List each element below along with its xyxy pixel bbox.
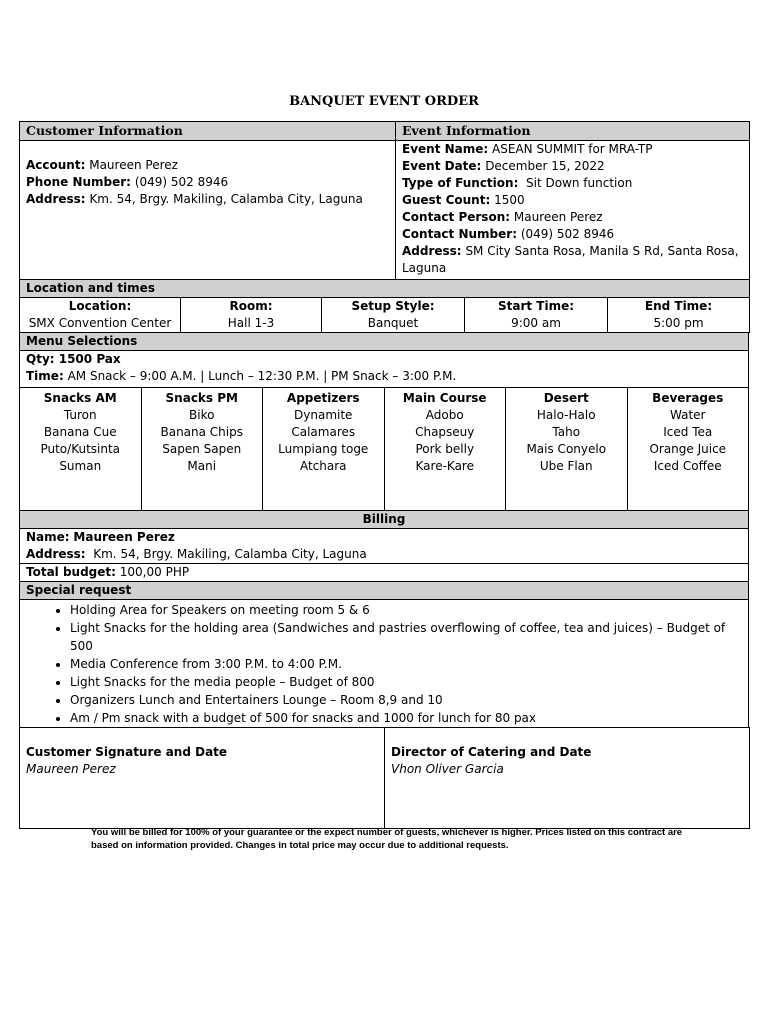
guest-count-line: Guest Count: 1500 (402, 193, 525, 207)
special-request-header: Special request (20, 582, 749, 600)
contact-number-value: (049) 502 8946 (520, 227, 615, 241)
billing-table (19, 510, 749, 582)
billing-name-value: Maureen Perez (73, 530, 175, 544)
menu-header: Menu Selections (20, 333, 749, 351)
customer-signature-cell (20, 728, 385, 829)
setup-style-cell: Setup Style: Banquet (322, 298, 465, 333)
billing-info (20, 529, 749, 564)
menu-column-main-course: Main Course Adobo Chapseuy Pork belly Kare-Kare (384, 388, 506, 511)
customer-info-panel (20, 141, 396, 280)
contact-number-line: Contact Number: (049) 502 8946 (402, 227, 615, 241)
event-info-panel (396, 141, 750, 280)
director-signature-cell (385, 728, 750, 829)
room-value: Hall 1-3 (227, 316, 275, 330)
phone-line: Phone Number: (049) 502 8946 (26, 175, 229, 189)
event-date-value: December 15, 2022 (485, 159, 605, 173)
setup-style-value: Banquet (367, 316, 419, 330)
menu-column-beverages: Beverages Water Iced Tea Orange Juice Iced Coffee (627, 388, 749, 511)
account-line: Account: Maureen Perez (26, 158, 178, 172)
list-item: • Light Snacks for the media people – Budget of 800 (70, 673, 742, 691)
menu-time: AM Snack – 9:00 A.M. | Lunch – 12:30 P.M. | PM Snack – 3:00 P.M. (67, 369, 457, 383)
billing-address-value: Km. 54, Brgy. Makiling, Calamba City, Laguna (93, 547, 367, 561)
menu-column-snacks-pm: Snacks PM Biko Banana Chips Sapen Sapen Mani (141, 388, 263, 511)
special-request-list (26, 601, 742, 727)
menu-column-appetizers: Appetizers Dynamite Calamares Lumpiang toge Atchara (263, 388, 385, 511)
billing-address-line: Address: Km. 54, Brgy. Makiling, Calamba City, Laguna (26, 547, 367, 561)
customer-signature-name: Maureen Perez (26, 762, 116, 776)
end-time-cell: End Time: 5:00 pm (608, 298, 750, 333)
budget-row: Total budget: 100,00 PHP (20, 564, 749, 582)
contact-person-value: Maureen Perez (513, 210, 603, 224)
address-line: Address: Km. 54, Brgy. Makiling, Calamba City, Laguna (26, 192, 363, 206)
billing-disclaimer: You will be billed for 100% of your guarantee or the expect number of guests, whichever is higher. Prices listed on this contract are based on information provided. Changes in total price may occur due to additional requests. (91, 827, 683, 851)
event-address-value: SM City Santa Rosa, Manila S Rd, Santa Rosa, Laguna (402, 244, 739, 275)
special-request-list-cell (20, 600, 749, 728)
location-cell: Location: SMX Convention Center (20, 298, 181, 333)
start-time-value: 9:00 am (511, 316, 561, 330)
special-request-table (19, 581, 749, 728)
menu-table (19, 332, 749, 388)
list-item: • Holding Area for Speakers on meeting room 5 & 6 (70, 601, 742, 619)
list-item: • Organizers Lunch and Entertainers Lounge – Room 8,9 and 10 (70, 691, 742, 709)
location-times-table (19, 279, 750, 333)
contact-person-line: Contact Person: Maureen Perez (402, 210, 603, 224)
account-value: Maureen Perez (89, 158, 178, 172)
menu-qty: Qty: 1500 Pax (26, 352, 121, 366)
menu-column-desert: Desert Halo-Halo Taho Mais Conyelo Ube Flan (506, 388, 628, 511)
director-signature-name: Vhon Oliver Garcia (391, 762, 504, 776)
list-item: • Am / Pm snack with a budget of 500 for snacks and 1000 for lunch for 80 pax (70, 709, 742, 727)
function-type-line: Type of Function: Sit Down function (402, 176, 633, 190)
signatures-table (19, 727, 750, 829)
guest-count-value: 1500 (494, 193, 525, 207)
list-item: • Media Conference from 3:00 P.M. to 4:00 P.M. (70, 655, 742, 673)
event-date-line: Event Date: December 15, 2022 (402, 159, 605, 173)
end-time-value: 5:00 pm (653, 316, 704, 330)
address-value: Km. 54, Brgy. Makiling, Calamba City, Laguna (89, 192, 363, 206)
budget-value: 100,00 PHP (119, 565, 190, 579)
info-table (19, 121, 750, 280)
menu-column-snacks-am: Snacks AM Turon Banana Cue Puto/Kutsinta Suman (20, 388, 142, 511)
event-name-value: ASEAN SUMMIT for MRA-TP (492, 142, 653, 156)
room-cell: Room: Hall 1-3 (181, 298, 322, 333)
location-times-header: Location and times (20, 280, 750, 298)
menu-columns-table (19, 387, 749, 511)
start-time-cell: Start Time: 9:00 am (465, 298, 608, 333)
function-type-value: Sit Down function (526, 176, 633, 190)
menu-info (20, 351, 749, 388)
event-info-header: Event Information (396, 122, 750, 141)
banquet-event-order-form (19, 121, 749, 829)
billing-header: Billing (20, 511, 749, 529)
phone-value: (049) 502 8946 (134, 175, 229, 189)
list-item: • Light Snacks for the holding area (Sandwiches and pastries overflowing of coffee, tea and juices) – Budget of 500 (70, 619, 742, 655)
location-value: SMX Convention Center (28, 316, 172, 330)
document-title: BANQUET EVENT ORDER (289, 94, 479, 109)
director-signature-label: Director of Catering and Date (391, 745, 592, 759)
menu-time-line: Time: AM Snack – 9:00 A.M. | Lunch – 12:30 P.M. | PM Snack – 3:00 P.M. (26, 369, 457, 383)
event-address-line: Address: SM City Santa Rosa, Manila S Rd, Santa Rosa, Laguna (402, 244, 739, 275)
customer-info-header: Customer Information (20, 122, 396, 141)
event-name-line: Event Name: ASEAN SUMMIT for MRA-TP (402, 142, 653, 156)
billing-name-line: Name: Maureen Perez (26, 530, 175, 544)
customer-signature-label: Customer Signature and Date (26, 745, 228, 759)
